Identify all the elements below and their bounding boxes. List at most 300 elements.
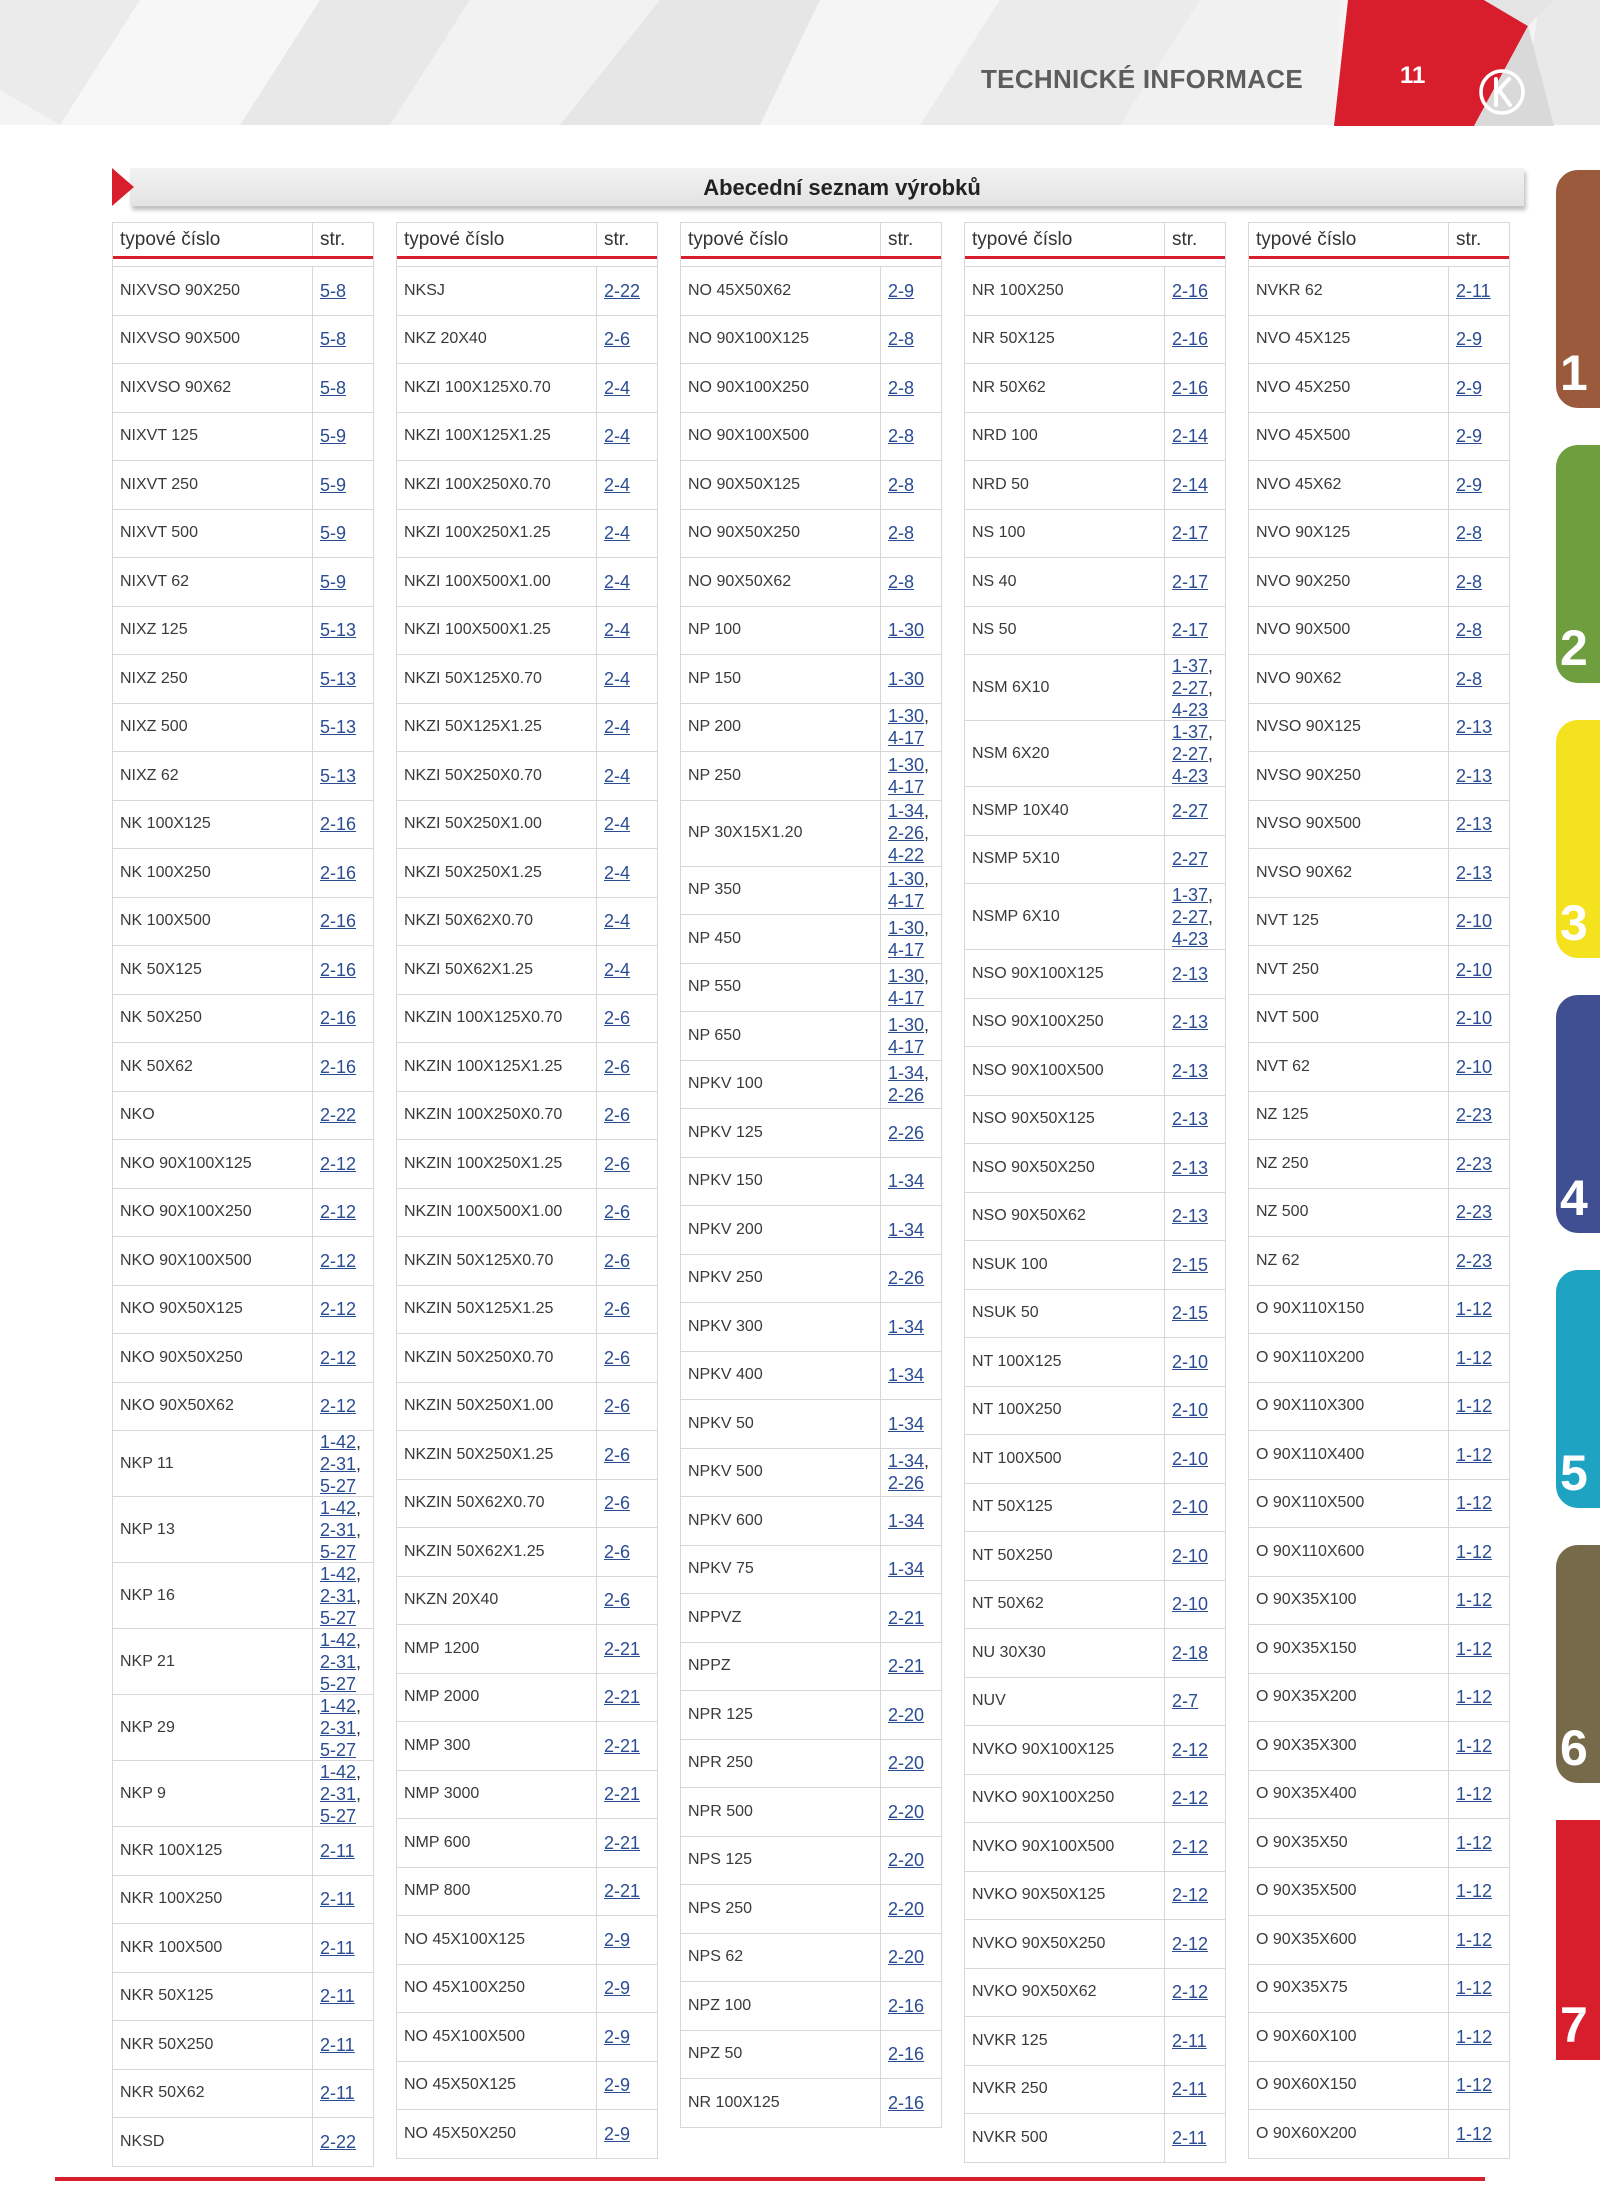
page-link[interactable]: 5-27 xyxy=(320,1541,357,1562)
chapter-tab-6[interactable] xyxy=(1556,1545,1600,1783)
page-link[interactable]: 5-27 xyxy=(320,1607,357,1628)
page-link[interactable]: 5-13 xyxy=(320,717,357,738)
product-code: NVKO 90X100X500 xyxy=(965,1823,1165,1871)
product-code: O 90X110X500 xyxy=(1249,1480,1449,1528)
product-code: NSMP 5X10 xyxy=(965,836,1165,884)
chapter-tab-7[interactable] xyxy=(1556,1820,1600,2060)
page-link[interactable]: 2-4 xyxy=(604,377,631,398)
chapter-tab-2[interactable] xyxy=(1556,445,1600,683)
table-row xyxy=(1249,1527,1509,1576)
page-refs xyxy=(881,364,941,412)
page-link[interactable]: 2-16 xyxy=(320,862,357,883)
page-link[interactable]: 2-22 xyxy=(320,2131,357,2152)
page-link[interactable]: 2-11 xyxy=(320,2034,355,2055)
page-link[interactable]: 2-16 xyxy=(1172,377,1209,398)
page-link[interactable]: 2-10 xyxy=(1456,959,1493,980)
page-link[interactable]: 2-23 xyxy=(1456,1153,1493,1174)
page-link[interactable]: 1-12 xyxy=(1456,2075,1493,2096)
page-link[interactable]: 2-8 xyxy=(1456,620,1483,641)
page-link[interactable]: 2-23 xyxy=(1456,1105,1493,1126)
page-link[interactable]: 2-21 xyxy=(604,1735,641,1756)
page-link[interactable]: 2-11 xyxy=(320,2083,355,2104)
page-ref-line xyxy=(1456,571,1509,593)
page-ref-line xyxy=(320,765,373,787)
page-refs xyxy=(1165,836,1225,884)
page-ref-line xyxy=(888,1122,941,1144)
page-link[interactable]: 2-23 xyxy=(1456,1202,1493,1223)
page-link[interactable]: 2-31 xyxy=(320,1783,357,1804)
table-row xyxy=(965,1725,1225,1774)
page-link[interactable]: 2-20 xyxy=(888,1753,925,1774)
page-link[interactable]: 1-30 xyxy=(888,966,925,987)
page-link[interactable]: 1-34 xyxy=(888,1171,925,1192)
page-link[interactable]: 2-12 xyxy=(1172,1739,1209,1760)
page-link[interactable]: 5-13 xyxy=(320,765,357,786)
page-link[interactable]: 2-31 xyxy=(320,1519,357,1540)
page-link[interactable]: 2-12 xyxy=(320,1396,357,1417)
page-link[interactable]: 1-12 xyxy=(1456,1832,1493,1853)
page-refs xyxy=(597,1819,657,1867)
page-link[interactable]: 2-13 xyxy=(1172,963,1209,984)
page-link[interactable]: 2-4 xyxy=(604,571,631,592)
column-header-page: str. xyxy=(320,229,346,250)
page-link[interactable]: 2-9 xyxy=(1456,426,1483,447)
page-link[interactable]: 2-31 xyxy=(320,1585,357,1606)
page-link[interactable]: 1-37 xyxy=(1172,884,1209,905)
page-link[interactable]: 2-6 xyxy=(604,329,631,350)
page-link[interactable]: 2-27 xyxy=(1172,906,1209,927)
page-link[interactable]: 2-8 xyxy=(888,474,915,495)
page-link[interactable]: 2-21 xyxy=(604,1832,641,1853)
page-link[interactable]: 2-16 xyxy=(888,2044,925,2065)
page-link[interactable]: 5-9 xyxy=(320,426,347,447)
page-ref-line xyxy=(320,474,373,496)
page-link[interactable]: 2-23 xyxy=(1456,1250,1493,1271)
page-link[interactable]: 2-31 xyxy=(320,1651,357,1672)
table-row xyxy=(113,557,373,606)
page-link[interactable]: 2-16 xyxy=(1172,329,1209,350)
page-link[interactable]: 2-9 xyxy=(1456,377,1483,398)
page-link[interactable]: 2-9 xyxy=(1456,474,1483,495)
page-link[interactable]: 2-13 xyxy=(1172,1012,1209,1033)
page-link[interactable]: 1-12 xyxy=(1456,1929,1493,1950)
page-link[interactable]: 1-42 xyxy=(320,1629,357,1650)
page-link[interactable]: 1-42 xyxy=(320,1563,357,1584)
product-code: NVO 90X250 xyxy=(1249,558,1449,606)
page-link[interactable]: 4-22 xyxy=(888,845,925,865)
page-link[interactable]: 2-4 xyxy=(604,668,631,689)
page-link[interactable]: 2-4 xyxy=(604,814,631,835)
page-link[interactable]: 2-9 xyxy=(888,280,915,301)
page-link[interactable]: 2-17 xyxy=(1172,620,1209,641)
product-code: NP 350 xyxy=(681,867,881,915)
page-ref-line xyxy=(604,813,657,835)
page-link[interactable]: 1-34 xyxy=(888,801,925,821)
page-link[interactable]: 2-12 xyxy=(320,1347,357,1368)
page-link[interactable]: 5-8 xyxy=(320,377,347,398)
page-link[interactable]: 2-11 xyxy=(320,1937,355,1958)
page-link[interactable]: 2-20 xyxy=(888,1801,925,1822)
table-row xyxy=(965,1677,1225,1726)
page-refs xyxy=(1165,461,1225,509)
table-row xyxy=(1249,1867,1509,1916)
page-ref-line: 2-31, xyxy=(320,1453,362,1474)
page-refs xyxy=(1449,1819,1509,1867)
page-link[interactable]: 5-27 xyxy=(320,1739,357,1760)
page-link[interactable]: 2-15 xyxy=(1172,1254,1209,1275)
page-link[interactable]: 1-30 xyxy=(888,620,925,641)
page-ref-line xyxy=(888,1472,941,1494)
page-ref-line: 2-27, xyxy=(1172,743,1214,764)
page-refs xyxy=(313,558,373,606)
page-link[interactable]: 2-13 xyxy=(1172,1157,1209,1178)
page-link[interactable]: 2-26 xyxy=(888,823,925,843)
page-link[interactable]: 2-9 xyxy=(604,1978,631,1999)
page-link[interactable]: 1-30 xyxy=(888,917,925,938)
page-link[interactable]: 2-4 xyxy=(604,862,631,883)
page-link[interactable]: 2-6 xyxy=(604,1105,631,1126)
page-refs xyxy=(597,2062,657,2110)
page-link[interactable]: 1-34 xyxy=(888,1413,925,1434)
page-link[interactable]: 2-26 xyxy=(888,1268,925,1289)
product-code: NKO 90X100X500 xyxy=(113,1237,313,1285)
table-row xyxy=(681,1157,941,1206)
page-link[interactable]: 2-21 xyxy=(604,1638,641,1659)
page-link[interactable]: 2-27 xyxy=(1172,849,1209,870)
page-link[interactable]: 2-17 xyxy=(1172,571,1209,592)
chapter-tab-1[interactable] xyxy=(1556,170,1600,408)
page-link[interactable]: 2-8 xyxy=(888,523,915,544)
page-link[interactable]: 4-23 xyxy=(1172,928,1209,949)
page-link[interactable]: 5-8 xyxy=(320,329,347,350)
page-link[interactable]: 4-23 xyxy=(1172,765,1209,786)
page-link[interactable]: 1-12 xyxy=(1456,1735,1493,1756)
page-ref-line xyxy=(1456,1395,1509,1417)
page-link[interactable]: 2-16 xyxy=(320,1008,357,1029)
page-link[interactable]: 1-30 xyxy=(888,1014,925,1035)
page-link[interactable]: 2-16 xyxy=(888,1995,925,2016)
page-link[interactable]: 2-21 xyxy=(604,1687,641,1708)
page-link[interactable]: 2-11 xyxy=(1172,2079,1207,2100)
page-link[interactable]: 2-4 xyxy=(604,959,631,980)
page-link[interactable]: 1-37 xyxy=(1172,721,1209,742)
page-link[interactable]: 5-8 xyxy=(320,280,347,301)
page-link[interactable]: 1-12 xyxy=(1456,1347,1493,1368)
page-link[interactable]: 2-12 xyxy=(320,1299,357,1320)
page-link[interactable]: 2-15 xyxy=(1172,1303,1209,1324)
page-link[interactable]: 2-4 xyxy=(604,426,631,447)
page-link[interactable]: 1-34 xyxy=(888,1365,925,1386)
page-link[interactable]: 4-17 xyxy=(888,1036,925,1057)
page-link[interactable]: 1-12 xyxy=(1456,1396,1493,1417)
table-row xyxy=(681,751,941,800)
page-link[interactable]: 2-7 xyxy=(1172,1691,1199,1712)
product-code: NKO 90X50X62 xyxy=(113,1383,313,1431)
page-ref-line xyxy=(888,1413,941,1435)
page-refs xyxy=(881,1934,941,1982)
page-link[interactable]: 1-12 xyxy=(1456,1444,1493,1465)
page-link[interactable]: 2-27 xyxy=(1172,800,1209,821)
page-link[interactable]: 2-16 xyxy=(320,959,357,980)
page-link[interactable]: 2-10 xyxy=(1172,1594,1209,1615)
page-link[interactable]: 1-12 xyxy=(1456,1638,1493,1659)
page-link[interactable]: 2-22 xyxy=(320,1105,357,1126)
page-link[interactable]: 2-13 xyxy=(1172,1060,1209,1081)
page-link[interactable]: 2-16 xyxy=(320,1056,357,1077)
page-ref-line xyxy=(604,1153,657,1175)
table-row xyxy=(681,1787,941,1836)
page-link[interactable]: 2-17 xyxy=(1172,523,1209,544)
page-link[interactable]: 2-4 xyxy=(604,717,631,738)
page-link[interactable]: 2-26 xyxy=(888,1122,925,1143)
column-header-gap xyxy=(965,259,1225,266)
page-refs xyxy=(597,704,657,752)
page-link[interactable]: 2-27 xyxy=(1172,677,1209,698)
page-link[interactable]: 2-10 xyxy=(1172,1448,1209,1469)
table-row xyxy=(1249,1576,1509,1625)
page-link[interactable]: 4-17 xyxy=(888,891,925,912)
page-link[interactable]: 1-30 xyxy=(888,754,925,775)
page-refs xyxy=(313,1189,373,1237)
page-link[interactable]: 1-34 xyxy=(888,1219,925,1240)
page-ref-line xyxy=(604,1492,657,1514)
table-row xyxy=(1249,1091,1509,1140)
table-row xyxy=(1249,1333,1509,1382)
page-link[interactable]: 2-4 xyxy=(604,474,631,495)
page-link[interactable]: 2-18 xyxy=(1172,1642,1209,1663)
product-code: NZ 250 xyxy=(1249,1140,1449,1188)
page-link[interactable]: 2-21 xyxy=(888,1656,925,1677)
page-link[interactable]: 1-34 xyxy=(888,1559,925,1580)
page-link[interactable]: 5-27 xyxy=(320,1673,357,1694)
page-link[interactable]: 1-37 xyxy=(1172,655,1209,676)
table-row xyxy=(1249,1188,1509,1237)
page-ref-line: 2-31, xyxy=(320,1519,362,1540)
page-link[interactable]: 1-42 xyxy=(320,1497,357,1518)
page-refs xyxy=(1165,2114,1225,2162)
page-link[interactable]: 2-13 xyxy=(1456,717,1493,738)
page-link[interactable]: 2-9 xyxy=(1456,329,1483,350)
page-link[interactable]: 2-12 xyxy=(320,1202,357,1223)
page-link[interactable]: 2-6 xyxy=(604,1590,631,1611)
page-link[interactable]: 2-13 xyxy=(1172,1109,1209,1130)
page-link[interactable]: 1-12 xyxy=(1456,1541,1493,1562)
page-link[interactable]: 1-42 xyxy=(320,1431,357,1452)
page-link[interactable]: 2-21 xyxy=(604,1784,641,1805)
page-ref-line xyxy=(1456,1347,1509,1369)
page-link[interactable]: 2-16 xyxy=(888,2092,925,2113)
page-link[interactable]: 2-8 xyxy=(888,571,915,592)
page-link[interactable]: 2-14 xyxy=(1172,426,1209,447)
page-link[interactable]: 2-11 xyxy=(1172,2030,1207,2051)
page-link[interactable]: 2-12 xyxy=(1172,1982,1209,2003)
product-code: NT 50X125 xyxy=(965,1484,1165,1532)
page-link[interactable]: 2-16 xyxy=(320,814,357,835)
page-link[interactable]: 2-10 xyxy=(1172,1497,1209,1518)
page-link[interactable]: 1-30 xyxy=(888,869,925,890)
page-link[interactable]: 2-6 xyxy=(604,1299,631,1320)
page-link[interactable]: 2-12 xyxy=(320,1153,357,1174)
page-link[interactable]: 2-27 xyxy=(1172,743,1209,764)
page-link[interactable]: 2-6 xyxy=(604,1153,631,1174)
page-refs xyxy=(1165,1629,1225,1677)
page-link[interactable]: 2-4 xyxy=(604,523,631,544)
page-ref-line xyxy=(1456,425,1509,447)
chapter-tab-5[interactable] xyxy=(1556,1270,1600,1508)
table-row xyxy=(965,266,1225,315)
page-link[interactable]: 1-34 xyxy=(888,1316,925,1337)
page-link[interactable]: 1-12 xyxy=(1456,2123,1493,2144)
page-link[interactable]: 1-12 xyxy=(1456,1590,1493,1611)
page-link[interactable]: 2-11 xyxy=(1456,280,1491,301)
page-link[interactable]: 2-14 xyxy=(1172,474,1209,495)
page-link[interactable]: 2-10 xyxy=(1456,1056,1493,1077)
page-link[interactable]: 2-8 xyxy=(888,329,915,350)
table-row xyxy=(1249,1479,1509,1528)
page-refs xyxy=(1165,510,1225,558)
page-link[interactable]: 2-4 xyxy=(604,765,631,786)
page-link[interactable]: 2-8 xyxy=(1456,523,1483,544)
page-link[interactable]: 2-4 xyxy=(604,620,631,641)
page-link[interactable]: 5-13 xyxy=(320,668,357,689)
page-link[interactable]: 2-10 xyxy=(1172,1400,1209,1421)
page-link[interactable]: 5-27 xyxy=(320,1475,357,1496)
page-link[interactable]: 5-9 xyxy=(320,571,347,592)
page-link[interactable]: 2-31 xyxy=(320,1453,357,1474)
page-link[interactable]: 2-9 xyxy=(604,1929,631,1950)
page-link[interactable]: 2-10 xyxy=(1172,1351,1209,1372)
page-ref-line xyxy=(604,425,657,447)
page-link[interactable]: 1-34 xyxy=(888,1451,925,1472)
page-link[interactable]: 2-10 xyxy=(1456,1008,1493,1029)
page-link[interactable]: 2-6 xyxy=(604,1493,631,1514)
table-row xyxy=(681,1545,941,1594)
page-link[interactable]: 2-6 xyxy=(604,1056,631,1077)
page-link[interactable]: 2-16 xyxy=(320,911,357,932)
page-link[interactable]: 2-31 xyxy=(320,1717,357,1738)
page-link[interactable]: 1-12 xyxy=(1456,1881,1493,1902)
page-ref-line xyxy=(604,1007,657,1029)
page-ref-line xyxy=(1456,1832,1509,1854)
page-link[interactable]: 2-26 xyxy=(888,1473,925,1494)
page-ref-line xyxy=(888,1655,941,1677)
product-code: NRD 50 xyxy=(965,461,1165,509)
page-link[interactable]: 2-11 xyxy=(320,1889,355,1910)
page-ref-line xyxy=(320,1739,373,1761)
table-row xyxy=(1249,2012,1509,2061)
page-link[interactable]: 2-6 xyxy=(604,1202,631,1223)
page-link[interactable]: 2-20 xyxy=(888,1947,925,1968)
table-row xyxy=(397,945,657,994)
page-link[interactable]: 5-13 xyxy=(320,620,357,641)
table-row xyxy=(681,363,941,412)
product-code: NKZIN 50X250X1.00 xyxy=(397,1383,597,1431)
page-link[interactable]: 2-16 xyxy=(1172,280,1209,301)
page-link[interactable]: 2-12 xyxy=(1172,1933,1209,1954)
page-link[interactable]: 2-4 xyxy=(604,911,631,932)
page-link[interactable]: 2-12 xyxy=(1172,1788,1209,1809)
page-link[interactable]: 1-34 xyxy=(888,1063,925,1084)
page-refs xyxy=(1165,1726,1225,1774)
page-link[interactable]: 2-9 xyxy=(604,2075,631,2096)
page-ref-line xyxy=(604,1250,657,1272)
page-link[interactable]: 2-21 xyxy=(888,1607,925,1628)
page-link[interactable]: 2-6 xyxy=(604,1444,631,1465)
page-link[interactable]: 2-9 xyxy=(604,2026,631,2047)
page-link[interactable]: 2-11 xyxy=(320,1840,355,1861)
page-link[interactable]: 2-6 xyxy=(604,1396,631,1417)
page-link[interactable]: 2-13 xyxy=(1456,862,1493,883)
page-link[interactable]: 2-8 xyxy=(1456,668,1483,689)
page-link[interactable]: 4-17 xyxy=(888,776,925,797)
page-link[interactable]: 5-9 xyxy=(320,474,347,495)
page-link[interactable]: 2-11 xyxy=(320,1986,355,2007)
page-link[interactable]: 2-6 xyxy=(604,1250,631,1271)
page-ref-line xyxy=(1172,1836,1225,1858)
page-link[interactable]: 2-20 xyxy=(888,1704,925,1725)
page-ref-line xyxy=(1456,1783,1509,1805)
page-link[interactable]: 2-10 xyxy=(1456,911,1493,932)
page-link[interactable]: 2-8 xyxy=(1456,571,1483,592)
page-link[interactable]: 1-30 xyxy=(888,706,925,727)
page-link[interactable]: 2-13 xyxy=(1172,1206,1209,1227)
page-link[interactable]: 4-17 xyxy=(888,939,925,960)
page-link[interactable]: 5-27 xyxy=(320,1805,357,1826)
page-link[interactable]: 1-12 xyxy=(1456,1687,1493,1708)
page-link[interactable]: 2-12 xyxy=(1172,1885,1209,1906)
table-row xyxy=(1249,412,1509,461)
page-link[interactable]: 4-23 xyxy=(1172,699,1209,720)
page-link[interactable]: 2-11 xyxy=(1172,2127,1207,2148)
page-link[interactable]: 2-20 xyxy=(888,1850,925,1871)
page-link[interactable]: 2-20 xyxy=(888,1898,925,1919)
page-link[interactable]: 4-17 xyxy=(888,988,925,1009)
chapter-tab-4[interactable] xyxy=(1556,995,1600,1233)
page-link[interactable]: 1-12 xyxy=(1456,1978,1493,1999)
table-row xyxy=(397,654,657,703)
page-link[interactable]: 1-42 xyxy=(320,1695,357,1716)
page-link[interactable]: 5-9 xyxy=(320,523,347,544)
page-ref-line xyxy=(320,668,373,690)
page-link[interactable]: 4-17 xyxy=(888,728,925,749)
page-link[interactable]: 1-42 xyxy=(320,1761,357,1782)
page-link[interactable]: 2-22 xyxy=(604,280,641,301)
page-link[interactable]: 2-26 xyxy=(888,1085,925,1106)
page-link[interactable]: 2-13 xyxy=(1456,814,1493,835)
page-link[interactable]: 2-9 xyxy=(604,2123,631,2144)
page-link[interactable]: 1-12 xyxy=(1456,2026,1493,2047)
page-link[interactable]: 2-21 xyxy=(604,1881,641,1902)
page-refs xyxy=(1165,1775,1225,1823)
page-link[interactable]: 1-34 xyxy=(888,1510,925,1531)
page-link[interactable]: 2-6 xyxy=(604,1347,631,1368)
page-link[interactable]: 2-8 xyxy=(888,426,915,447)
chapter-tab-3[interactable] xyxy=(1556,720,1600,958)
page-link[interactable]: 2-8 xyxy=(888,377,915,398)
page-refs xyxy=(1449,2062,1509,2110)
page-link[interactable]: 2-10 xyxy=(1172,1545,1209,1566)
page-link[interactable]: 2-6 xyxy=(604,1008,631,1029)
page-link[interactable]: 1-12 xyxy=(1456,1493,1493,1514)
page-link[interactable]: 2-12 xyxy=(320,1250,357,1271)
page-link[interactable]: 1-12 xyxy=(1456,1299,1493,1320)
page-link[interactable]: 2-13 xyxy=(1456,765,1493,786)
page-link[interactable]: 2-6 xyxy=(604,1541,631,1562)
page-refs xyxy=(597,1237,657,1285)
page-link[interactable]: 1-30 xyxy=(888,668,925,689)
page-link[interactable]: 2-12 xyxy=(1172,1836,1209,1857)
page-link[interactable]: 1-12 xyxy=(1456,1784,1493,1805)
